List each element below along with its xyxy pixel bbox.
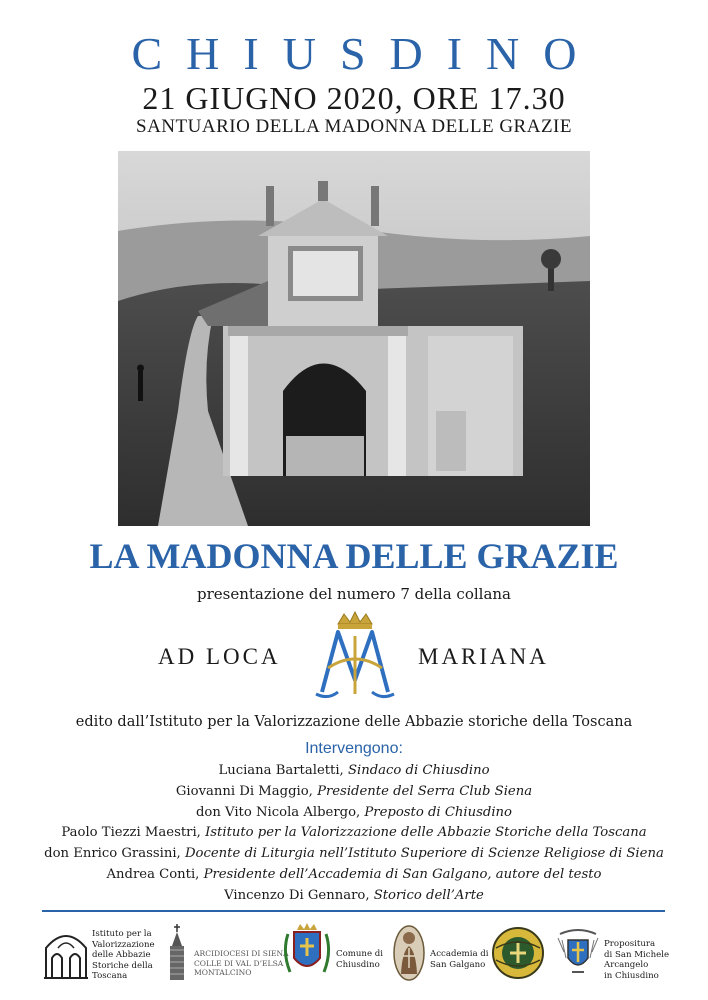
sponsor-accademia: Accademia di San Galgano: [430, 949, 489, 970]
speakers-list: [0, 761, 708, 907]
cathedral-logo-icon: [164, 922, 190, 982]
speaker-role: Presidente dell’Accademia di San Galgano, autore del testo: [203, 866, 602, 882]
footer-divider: [42, 910, 665, 912]
speakers-heading: Intervengono:: [305, 740, 403, 757]
speaker-name: Vincenzo Di Gennaro,: [224, 887, 370, 903]
chiusdino-coat-of-arms-icon: [282, 922, 332, 982]
sponsor-propositura: Propositura di San Michele Arcangelo in Chiusdino: [604, 939, 670, 981]
presentation-line: presentazione del numero 7 della collana: [197, 585, 511, 603]
speaker-name: don Enrico Grassini,: [44, 846, 181, 862]
event-date-time: 21 GIUGNO 2020, ORE 17.30: [142, 80, 566, 116]
speaker-item: [0, 761, 708, 782]
speaker-name: Giovanni Di Maggio,: [175, 783, 313, 799]
book-title: LA MADONNA DELLE GRAZIE: [89, 536, 619, 576]
publisher-line: edito dall’Istituto per la Valorizzazione delle Abbazie storiche della Toscana: [75, 714, 633, 730]
san-galgano-figure-icon: [392, 924, 426, 982]
speaker-item: [0, 886, 708, 907]
speaker-name: Andrea Conti,: [106, 866, 200, 882]
parish-coat-of-arms-icon: [556, 928, 600, 980]
speaker-role: Preposto di Chiusdino: [364, 804, 512, 820]
sponsor-comune: Comune di Chiusdino: [336, 949, 384, 970]
sponsor-arcidiocesi: ARCIDIOCESI DI SIENA COLLE DI VAL D’ELSA MONTALCINO: [194, 949, 289, 977]
marian-monogram-icon: [308, 610, 402, 702]
series-name-left: AD LOCA: [158, 644, 281, 669]
speaker-name: don Vito Nicola Albergo,: [195, 804, 361, 820]
speaker-item: [0, 782, 708, 803]
event-town-title: CHIUSDINO: [131, 28, 601, 79]
speaker-name: Luciana Bartaletti,: [218, 763, 344, 778]
speaker-item: [0, 823, 708, 844]
abbey-arches-logo-icon: [44, 926, 88, 980]
sanctuary-photo: [118, 151, 590, 526]
event-venue: SANTUARIO DELLA MADONNA DELLE GRAZIE: [136, 116, 572, 137]
sponsor-istituto: Istituto per la Valorizzazione delle Abbazie Storiche della Toscana: [92, 929, 155, 981]
serra-club-logo-icon: [490, 926, 546, 980]
speaker-role: Docente di Liturgia nell’Istituto Superiore di Scienze Religiose di Siena: [184, 846, 664, 862]
speaker-role: Istituto per la Valorizzazione delle Abbazie Storiche della Toscana: [205, 825, 647, 841]
speaker-item: [0, 803, 708, 824]
speaker-role: Presidente del Serra Club Siena: [317, 783, 533, 799]
speaker-name: Paolo Tiezzi Maestri,: [61, 825, 201, 841]
speaker-role: Sindaco di Chiusdino: [347, 763, 490, 778]
series-name-right: MARIANA: [418, 644, 549, 669]
speaker-item: [0, 865, 708, 886]
speaker-role: Storico dell’Arte: [373, 887, 484, 903]
speaker-item: [0, 844, 708, 865]
